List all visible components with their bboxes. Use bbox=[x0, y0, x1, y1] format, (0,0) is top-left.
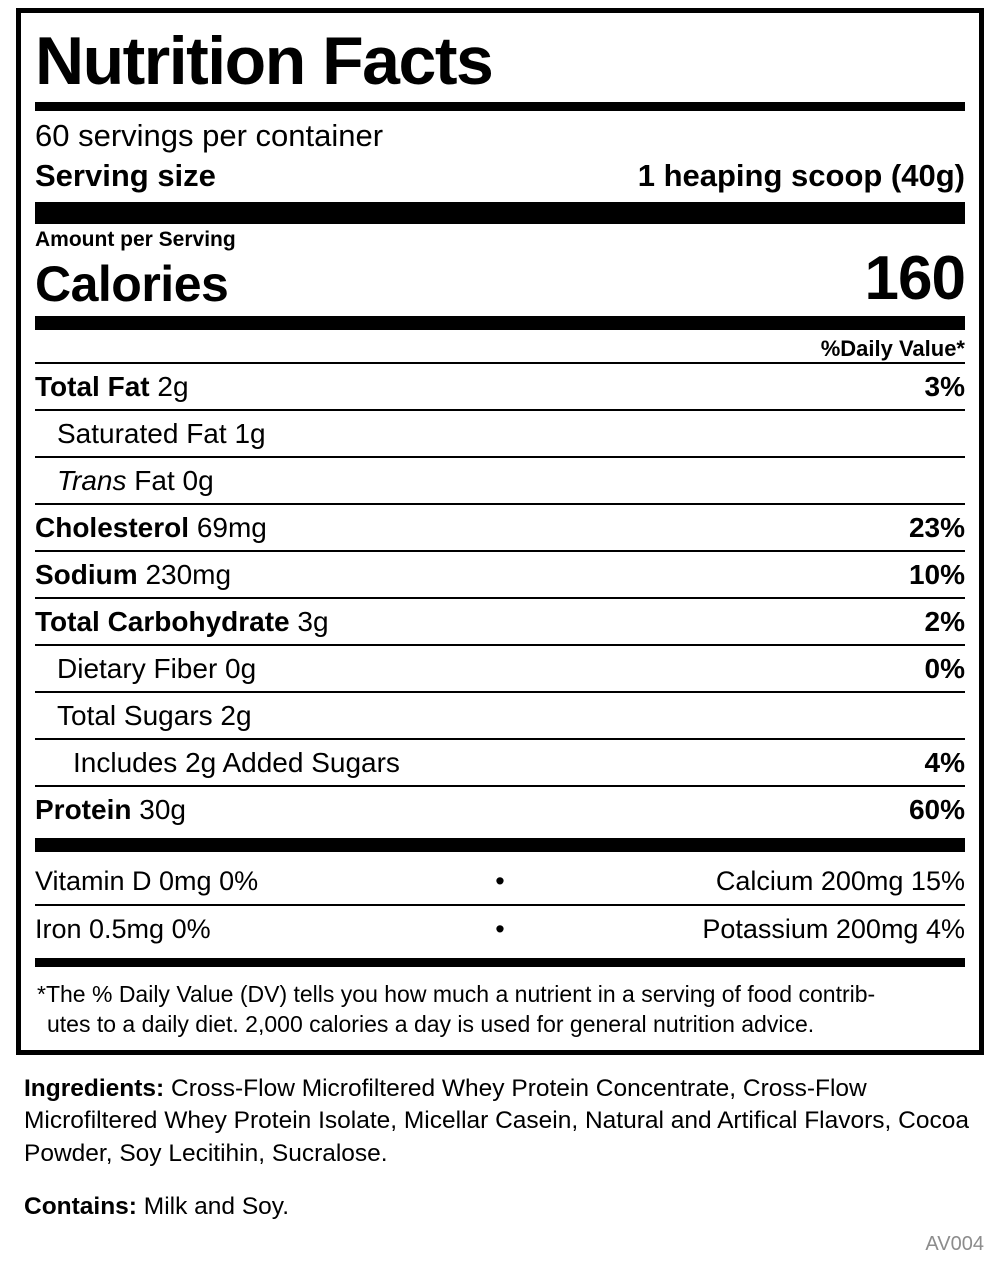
bullet-icon: • bbox=[495, 866, 505, 897]
calories-value: 160 bbox=[864, 244, 965, 314]
nutrition-facts-panel bbox=[16, 8, 984, 1055]
nutrient-dv: 2% bbox=[924, 606, 965, 638]
nutrient-dv: 23% bbox=[908, 512, 965, 544]
ingredients-label: Ingredients: bbox=[24, 1074, 165, 1102]
nutrient-amount: 3g bbox=[297, 606, 329, 638]
contains-text: Milk and Soy. bbox=[143, 1192, 290, 1220]
vitamin-rows bbox=[35, 858, 965, 952]
contains-label: Contains: bbox=[24, 1192, 137, 1220]
nutrient-row-total-carbohydrate bbox=[35, 597, 965, 644]
nutrient-name: Includes 2g Added Sugars bbox=[73, 747, 400, 779]
nutrient-dv: 60% bbox=[908, 794, 965, 826]
serving-size-label: Serving size bbox=[35, 158, 216, 194]
nutrient-dv: 10% bbox=[908, 559, 965, 591]
nutrient-name: Dietary Fiber bbox=[57, 653, 218, 685]
daily-value-header: %Daily Value* bbox=[820, 336, 965, 362]
label-code: AV004 bbox=[925, 1233, 984, 1255]
nutrient-row-protein bbox=[35, 785, 965, 832]
servings-per-container: 60 servings per container bbox=[35, 118, 384, 154]
nutrient-name: Trans bbox=[57, 465, 127, 497]
nutrient-amount: 1g bbox=[234, 418, 266, 450]
nutrient-row-trans-fat bbox=[35, 456, 965, 503]
nutrient-dv: 4% bbox=[924, 747, 965, 779]
serving-size-value: 1 heaping scoop (40g) bbox=[637, 158, 965, 194]
vitamin-right: Calcium 200mg 15% bbox=[715, 866, 965, 897]
nutrient-amount: 30g bbox=[139, 794, 186, 826]
amount-per-serving-label: Amount per Serving bbox=[35, 228, 236, 252]
nutrient-row-saturated-fat bbox=[35, 409, 965, 456]
vitamin-right: Potassium 200mg 4% bbox=[702, 914, 965, 945]
ingredients-section bbox=[24, 1073, 978, 1171]
nutrient-row-dietary-fiber bbox=[35, 644, 965, 691]
footnote-line-1: *The % Daily Value (DV) tells you how much a nutrient in a serving of food contrib- bbox=[37, 981, 876, 1008]
vitamin-left: Vitamin D 0mg 0% bbox=[35, 866, 259, 897]
nutrient-rows bbox=[35, 362, 965, 832]
nutrient-amount: 69mg bbox=[196, 512, 267, 544]
calories-label: Calories bbox=[35, 255, 229, 312]
nutrient-dv: 3% bbox=[924, 371, 965, 403]
nutrient-amount: 2g bbox=[157, 371, 189, 403]
nutrient-name: Total Sugars bbox=[57, 700, 213, 732]
nutrient-row-total-fat bbox=[35, 362, 965, 409]
nutrient-name: Saturated Fat bbox=[57, 418, 227, 450]
nutrient-row-cholesterol bbox=[35, 503, 965, 550]
nutrient-name: Protein bbox=[35, 794, 132, 826]
nutrient-amount: Fat 0g bbox=[134, 465, 214, 497]
nutrient-row-added-sugars bbox=[35, 738, 965, 785]
vitamin-row-2 bbox=[35, 904, 965, 952]
nutrient-row-total-sugars bbox=[35, 691, 965, 738]
ingredients-text: Cross-Flow Microfiltered Whey Protein Concentrate, Cross-Flow Microfiltered Whey Protein Isolate, Micellar Casein, Natural and Artifical Flavors, Cocoa Powder, Soy Lecitihin, Sucralose. bbox=[24, 1074, 969, 1167]
nutrient-amount: 2g bbox=[220, 700, 252, 732]
nutrient-name: Sodium bbox=[35, 559, 138, 591]
vitamin-left: Iron 0.5mg 0% bbox=[35, 914, 211, 945]
divider-under-title bbox=[35, 102, 965, 111]
footnote-line-2: utes to a daily diet. 2,000 calories a day is used for general nutrition advice. bbox=[47, 1011, 815, 1038]
nutrient-amount: 0g bbox=[225, 653, 257, 685]
nutrient-name: Total Fat bbox=[35, 371, 150, 403]
page-title: Nutrition Facts bbox=[35, 23, 493, 99]
divider-under-calories bbox=[35, 316, 965, 330]
nutrient-row-sodium bbox=[35, 550, 965, 597]
calories-row bbox=[35, 244, 965, 314]
bullet-icon: • bbox=[495, 914, 505, 945]
vitamin-row-1 bbox=[35, 858, 965, 904]
contains-section bbox=[24, 1193, 978, 1221]
divider-above-footnote bbox=[35, 958, 965, 967]
nutrient-name: Cholesterol bbox=[35, 512, 190, 544]
daily-value-footnote bbox=[35, 973, 965, 1042]
nutrient-name: Total Carbohydrate bbox=[35, 606, 290, 638]
serving-size-row bbox=[35, 158, 965, 194]
divider-thick-calories bbox=[35, 202, 965, 224]
divider-above-vitamins bbox=[35, 838, 965, 852]
nutrient-amount: 230mg bbox=[145, 559, 232, 591]
nutrient-dv: 0% bbox=[924, 653, 965, 685]
